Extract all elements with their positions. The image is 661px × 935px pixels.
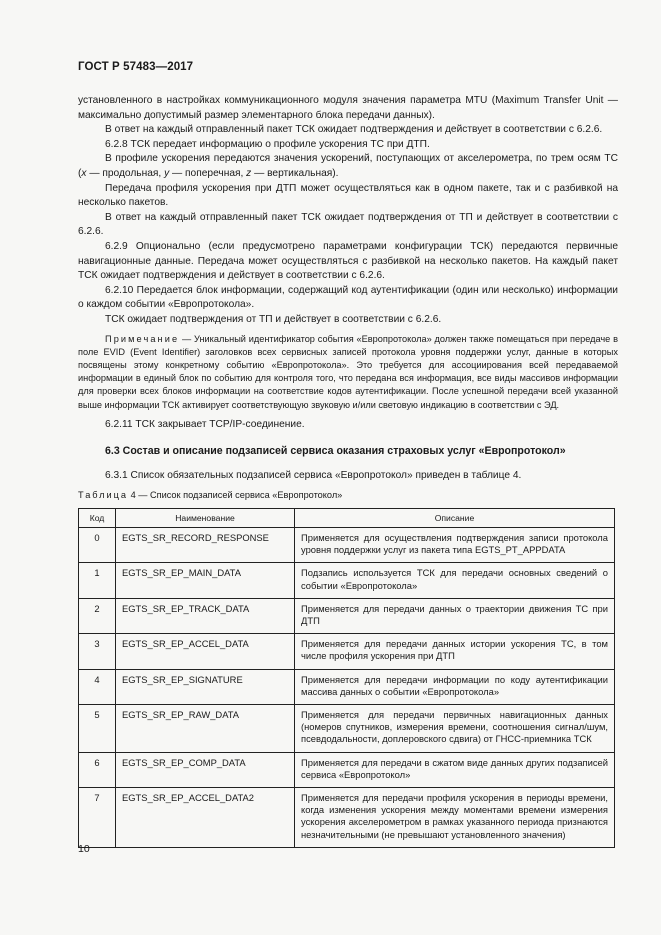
cell-code: 3 xyxy=(79,634,116,669)
section-heading: 6.3 Состав и описание подзаписей сервиса оказания страховых услуг «Европротокол» xyxy=(105,445,566,458)
cell-name: EGTS_SR_EP_SIGNATURE xyxy=(116,669,295,704)
header-code: Код xyxy=(79,509,116,528)
note-label: Примечание xyxy=(105,333,180,344)
cell-description: Применяется для передачи информации по коду аутентификации массива данных о событии «Европротокола» xyxy=(295,669,615,704)
cell-description: Подзапись используется ТСК для передачи основных сведений о событии «Европротокола» xyxy=(295,563,615,598)
document-body xyxy=(78,94,618,484)
paragraph: установленного в настройках коммуникационного модуля значения параметра MTU (Maximum Transfer Unit — максимально допустимый размер элементарного блока передачи данных). xyxy=(78,95,618,121)
text-run: — продольная, xyxy=(86,167,165,179)
table-row xyxy=(79,563,615,598)
cell-name: EGTS_SR_EP_ACCEL_DATA xyxy=(116,634,295,669)
paragraph: 6.2.9 Опционально (если предусмотрено параметрами конфигурации ТСК) передаются первичные навигационные данные. Передача может осуществляться с разбивкой на несколько пакетов. На каждый пакет ТСК ожидает подтверждения и действует в соответствии с 6.2.6. xyxy=(78,240,618,282)
subrecords-table xyxy=(78,508,615,848)
axis-x: x xyxy=(81,167,87,179)
cell-name: EGTS_SR_EP_TRACK_DATA xyxy=(116,598,295,633)
caption-text: 4 — Список подзаписей сервиса «Европротокол» xyxy=(128,490,343,500)
cell-code: 0 xyxy=(79,528,116,563)
text-run: — поперечная, xyxy=(169,167,247,179)
table-row xyxy=(79,705,615,753)
note xyxy=(78,333,618,412)
page-number: 10 xyxy=(78,843,90,855)
cell-code: 5 xyxy=(79,705,116,753)
cell-description: Применяется для передачи данных о траектории движения ТС при ДТП xyxy=(295,598,615,633)
cell-code: 1 xyxy=(79,563,116,598)
table-row xyxy=(79,752,615,787)
cell-code: 2 xyxy=(79,598,116,633)
table-row xyxy=(79,528,615,563)
paragraph: 6.2.11 ТСК закрывает TCP/IP-соединение. xyxy=(105,418,305,430)
paragraph-axes xyxy=(78,152,618,181)
cell-name: EGTS_SR_EP_ACCEL_DATA2 xyxy=(116,788,295,848)
text-run: В профиле ускорения передаются значения ускорений, поступающих от акселерометра, по трем осям ТС ( xyxy=(78,153,618,179)
cell-description: Применяется для осуществления подтверждения записи протокола уровня поддержки услуг из пакета типа EGTS_PT_APPDATA xyxy=(295,528,615,563)
cell-code: 4 xyxy=(79,669,116,704)
cell-description: Применяется для передачи данных истории ускорения ТС, в том числе профиля ускорения при ДТП xyxy=(295,634,615,669)
cell-code: 6 xyxy=(79,752,116,787)
cell-name: EGTS_SR_EP_MAIN_DATA xyxy=(116,563,295,598)
paragraph: 6.2.10 Передается блок информации, содержащий код аутентификации (один или несколько) информации о каждом событии «Европротокола». xyxy=(78,284,618,311)
note-text: — Уникальный идентификатор события «Европротокола» должен также помещаться при передаче в поле EVID (Event Identifier) заголовков всех сервисных записей протокола уровня поддержки услуг, данные в которых посвящены этому конкретному событию «Европротокола». Это требуется для ассоциирования всей передаваемой информации в единый блок по событию для контроля того, что передана вся информация, все виды массивов информации для проверки всех блоков информации на соответствие кодов аутентификации. После успешной передачи всей указанной выше информации ТСК активирует соответствующую звуковую и/или световую индикацию в соответствии с ЭД. xyxy=(78,333,618,410)
paragraph: 6.2.8 ТСК передает информацию о профиле ускорения ТС при ДТП. xyxy=(105,138,430,150)
cell-description: Применяется для передачи профиля ускорения в периоды времени, когда изменения ускорения между моментами времени измерения ускорения акселерометром в рамках указанного периода признаются незначительными (не превышают установленного значения) xyxy=(295,788,615,848)
text-run: — вертикальная). xyxy=(251,167,339,179)
table-header-row xyxy=(79,509,615,528)
table-row xyxy=(79,598,615,633)
paragraph: 6.3.1 Список обязательных подзаписей сервиса «Европротокол» приведен в таблице 4. xyxy=(105,469,522,481)
table-row xyxy=(79,634,615,669)
caption-label: Таблица xyxy=(78,490,129,500)
cell-name: EGTS_SR_EP_RAW_DATA xyxy=(116,705,295,753)
header-description: Описание xyxy=(295,509,615,528)
paragraph: Передача профиля ускорения при ДТП может осуществляться как в одном пакете, так и с разбивкой на несколько пакетов. xyxy=(78,182,618,209)
standard-title: ГОСТ Р 57483—2017 xyxy=(78,61,194,73)
axis-y: y xyxy=(164,167,170,179)
cell-name: EGTS_SR_RECORD_RESPONSE xyxy=(116,528,295,563)
cell-code: 7 xyxy=(79,788,116,848)
paragraph: В ответ на каждый отправленный пакет ТСК ожидает подтверждения от ТП и действует в соответствии с 6.2.6. xyxy=(78,211,618,238)
axis-z: z xyxy=(246,167,252,179)
cell-description: Применяется для передачи в сжатом виде данных других подзаписей сервиса «Европротокол» xyxy=(295,752,615,787)
table-caption xyxy=(78,490,342,500)
table-row xyxy=(79,788,615,848)
cell-description: Применяется для передачи первичных навигационных данных (номеров спутников, измерения времени, соотношения сигнал/шум, псевдодальности, доплеровского сдвига) от ГНСС-приемника ТСК xyxy=(295,705,615,753)
paragraph: В ответ на каждый отправленный пакет ТСК ожидает подтверждения и действует в соответствии с 6.2.6. xyxy=(105,124,603,136)
header-name: Наименование xyxy=(116,509,295,528)
table-row xyxy=(79,669,615,704)
cell-name: EGTS_SR_EP_COMP_DATA xyxy=(116,752,295,787)
paragraph: ТСК ожидает подтверждения от ТП и действует в соответствии с 6.2.6. xyxy=(105,313,442,325)
